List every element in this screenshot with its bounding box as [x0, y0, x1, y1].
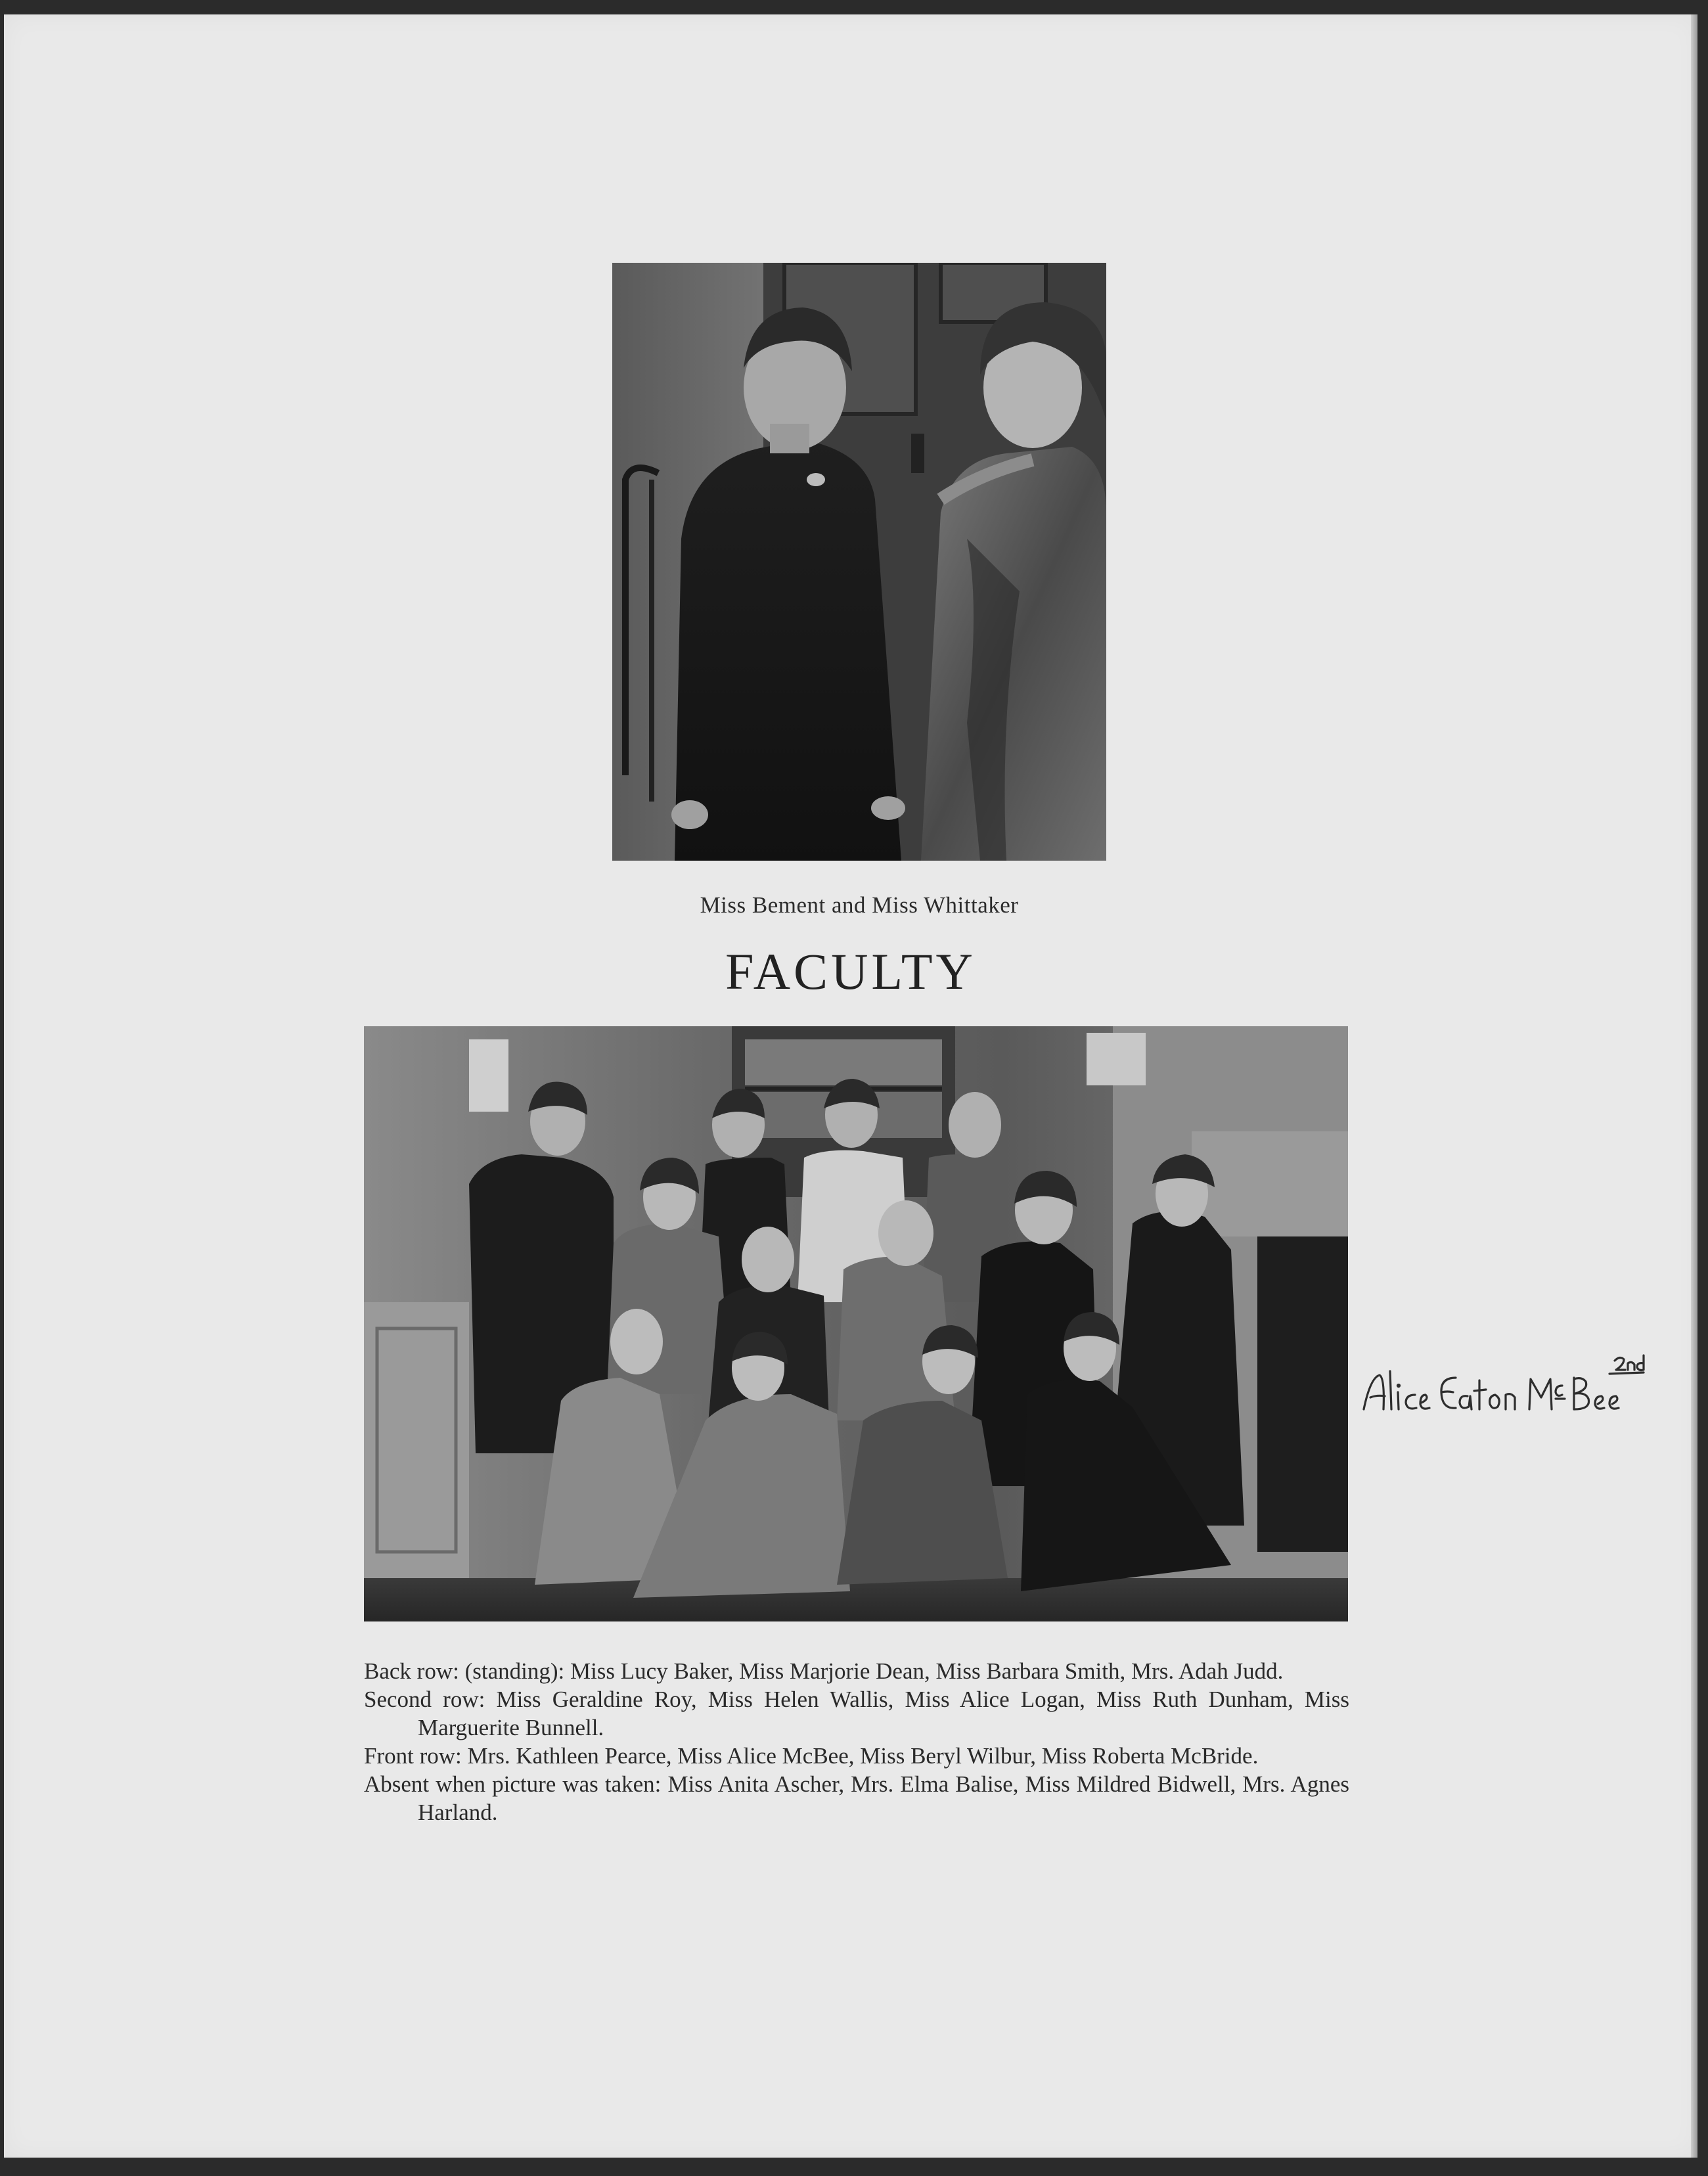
caption-second-row: Second row: Miss Geraldine Roy, Miss Helen Wallis, Miss Alice Logan, Miss Ruth Dunham, Miss Marguerite Bunnell.	[364, 1687, 1349, 1740]
handwritten-signature	[1357, 1351, 1646, 1424]
page-title: FACULTY	[725, 943, 976, 1000]
caption-front-row: Front row: Mrs. Kathleen Pearce, Miss Alice McBee, Miss Beryl Wilbur, Miss Roberta McBride.	[364, 1743, 1259, 1769]
yearbook-page	[4, 14, 1697, 2158]
page-edge	[1691, 14, 1697, 2158]
faculty-names	[364, 1657, 1349, 1826]
caption-absent: Absent when picture was taken: Miss Anita Ascher, Mrs. Elma Balise, Miss Mildred Bidwell, Mrs. Agnes Harland.	[364, 1771, 1349, 1825]
caption-back-row: Back row: (standing): Miss Lucy Baker, Miss Marjorie Dean, Miss Barbara Smith, Mrs. Adah Judd.	[364, 1658, 1284, 1684]
photo-faculty-group	[364, 1026, 1348, 1621]
top-photo-caption: Miss Bement and Miss Whittaker	[700, 892, 1019, 918]
photo-bement-whittaker	[612, 263, 1106, 861]
